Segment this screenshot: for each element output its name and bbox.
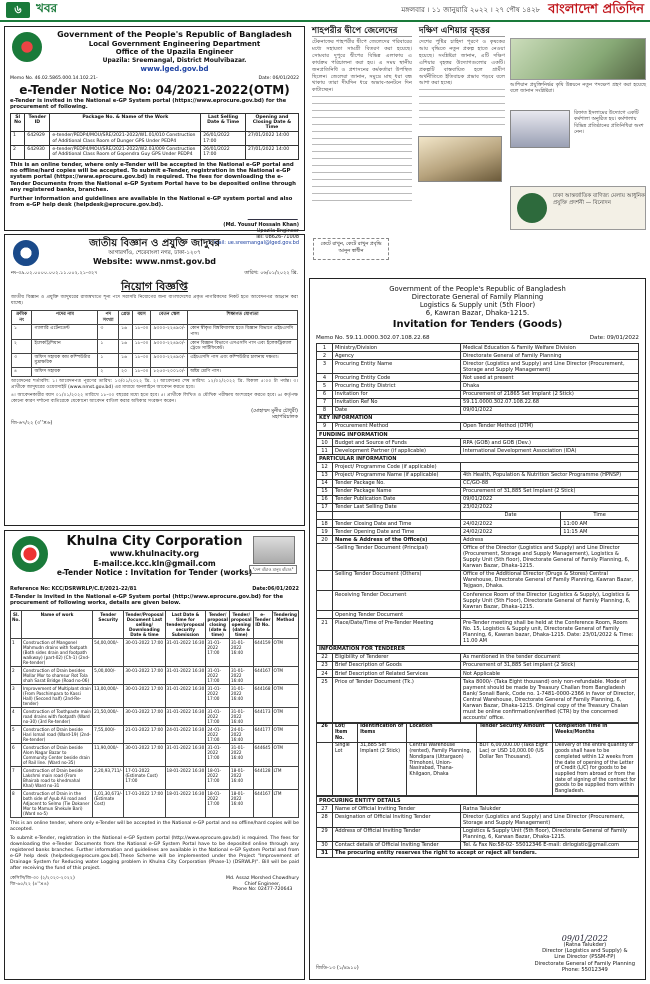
notice-dept-line: Directorate General of Family Planning bbox=[411, 293, 544, 301]
table-row: -Selling Tender Document (Principal) Office of the Director (Logistics and Supply) and Line Director (Procurement, Storage and Supply Management), Logistics & Supply Unit (5th floor), Directorate General of Family Planning, 6, Karwan Bazar, Dhaka-1215. bbox=[317, 544, 639, 570]
table-row: 17 Tender Last Selling Date 23/02/2022 bbox=[317, 503, 639, 511]
photo-caption: আশিয়ান প্রযুক্তিনির্ভর কৃষি উন্নয়নে নতুন পদক্ষেপ গ্রহণ করা হয়েছে বলে জানান সংশ্লিষ্টরা। bbox=[510, 82, 646, 95]
signature-block bbox=[534, 933, 635, 973]
signatory-name: (মোহাম্মদ মুনীর চৌধুরী) bbox=[251, 407, 298, 414]
table-row: 28 Designation of Official Inviting Tender Director (Logistics and Supply) and Line Director (Procurement, Storage and Supply Management) bbox=[317, 813, 639, 827]
section-name: খবর bbox=[36, 1, 58, 15]
table-row: 6 Construction of Drain beside Alom Nagar Bazar to Community Center beside drain of Rail line. (Ward no-35) 11,90,000/- 30-01-2022 17:00 31-01-2022 16:30 31-01-2022 17:00 31-01-2022 16:40 644645 OTM bbox=[11, 743, 299, 766]
news-photo bbox=[510, 110, 570, 148]
table-row: 14 Tender Package No. CC/GO-88 bbox=[317, 479, 639, 487]
ad-logo-icon bbox=[517, 193, 547, 223]
registration-paragraph: To submit e-Tender, registration in the National e-GP System portal (http://www.eprocure.gov.bd) is required. The fees for downloading the e-Tender Documents from the National e-GP System Portal have to be deposited online through any registered banks branches. Further information and guidelines are available in the National e-GP System Portal and from e-GP help desk (helpdesk@eprocure.gov.bd).These Scheme will be implemented under the Project "Improvement of Drainage System for Reducing water Logging problem in Khulna City Corporation (Phase-1) (DSRWLP)". Bill will be paid after receiving the fund of this project. bbox=[10, 835, 299, 871]
notice-title: নিয়োগ বিজ্ঞপ্তি bbox=[121, 280, 188, 293]
table-row: 20 Name & Address of the Office(s) Address bbox=[317, 536, 639, 544]
tender-info-table bbox=[316, 343, 639, 723]
table-row: Receiving Tender Document Conference Room of the Director (Logistics & Supply), Logistics & Supply Unit (5th Floor), Directorate General of Family Planning, 6, Kawran Bazar, Dhaka-1215. bbox=[317, 591, 639, 611]
online-tender-paragraph: This is an online tender, where only e-Tender will be accepted in the National e-GP portal and no offline/hard copies will be accepted. bbox=[10, 820, 299, 832]
table-header: Package No. & Name of the Work bbox=[50, 113, 201, 132]
table-row: 11 Development Partner (if applicable) International Development Association (IDA) bbox=[317, 447, 639, 455]
notice-website: www.khulnacity.org bbox=[109, 549, 200, 558]
dgfp-invitation-for-tenders bbox=[309, 278, 646, 980]
table-header: Tender ID bbox=[25, 113, 50, 132]
section-heading: INFORMATION FOR TENDERER bbox=[317, 645, 639, 653]
table-row: ২ ইলেকট্রিশিয়ান ১ ১৬ ১৮-৩০ ৯৩০০-২২৪৯০/- কোন বিজ্ঞান বিভাগে এসএসসি পাস এবং ইলেকট্রিক্যাল ট্রেডে সার্টিফিকেট। bbox=[12, 339, 298, 353]
signature-block bbox=[10, 876, 299, 893]
table-row: 3 Improvement of Multiplant drain (From Paschimpara to Kassi Hall) (Second half) (2nd-Re-tender) 13,00,000/- 30-01-2022 17:00 31-01-2022 16:30 31-01-2022 17:00 31-01-2022 16:40 644168 OTM bbox=[11, 684, 299, 707]
advertisement bbox=[510, 186, 646, 230]
signatory-phone: Phone: 55012349 bbox=[561, 966, 608, 973]
table-row: 25 Price of Tender Document (Tk.) Taka 8000/- (Taka Eight thousand) only non-refundable. Mode of payment should be made by Treasury Challan from Bangladesh Bank/ Sonali Bank, Code no. 1-7481-0000-2366 in favor of Director, Central Warehouse, Directorate General of Family Planning, 6, Karwan Bazar, Dhaka-1215. Original copy of the Treasury Chalan must be online confirmation/verified (CTR) by the concerned accounts' office. bbox=[317, 678, 639, 723]
section-heading: PARTICULAR INFORMATION bbox=[317, 455, 639, 463]
table-row: 3 Procuring Entity Name Director (Logistics and Supply) and Line Director (Procurement, Storage and Supply Management) bbox=[317, 360, 639, 374]
notice-website: www.lged.gov.bd bbox=[140, 65, 209, 73]
notice-gov-line: Government of the People's Republic of Bangladesh bbox=[389, 285, 566, 293]
table-row: 1 Ministry/Division Medical Education & Family Welfare Division bbox=[317, 344, 639, 352]
table-row: 23 Brief Description of Goods Procurement of 31,885 Set implant (2 Stick) bbox=[317, 661, 639, 669]
table-row: 31 The procuring entity reserves the right to accept or reject all tenders. bbox=[317, 849, 639, 857]
notice-org-name: জাতীয় বিজ্ঞান ও প্রযুক্তি জাদুঘর bbox=[89, 238, 220, 249]
page-header bbox=[0, 0, 650, 22]
memo-date: Date: 06/01/2022 bbox=[258, 76, 299, 81]
signatory-title: Director (Logistics and Supply) & bbox=[542, 948, 628, 955]
page-number-badge: ৬ bbox=[6, 2, 30, 18]
ad-code: কেসিসি/জি-৩০ (২/২০২০-২০২২) bbox=[10, 875, 75, 881]
section-heading: FUNDING INFORMATION bbox=[317, 431, 639, 439]
conditions-paragraph: ৪। আবেদনকারীর বয়স ০১/০১/২০২২ তারিখে ১৮-৩০ বছরের মধ্যে হতে হবে। ৫। প্রার্থীকে লিখিত ও মৌখিক পরীক্ষায় অংশগ্রহণ করতে হবে। ৬। কর্তৃপক্ষ কোনো কারণ দর্শানো ব্যতিরেকে যেকোনো আবেদন বাতিল করার অধিকার সংরক্ষণ করেন। bbox=[11, 392, 298, 404]
section-heading: PROCURING ENTITY DETAILS bbox=[317, 797, 639, 805]
memo-date: Date: 09/01/2022 bbox=[589, 335, 639, 341]
signatory-title: মহাপরিচালক bbox=[272, 413, 298, 420]
notice-dept-line: Local Government Engineering Department bbox=[88, 39, 261, 48]
notice-intro: জাতীয় বিজ্ঞান ও প্রযুক্তি জাদুঘরের রাজস্বখাতে শূন্য পদে সরাসরি নিয়োগের জন্য বাংলাদেশের প্রকৃত নাগরিকদের নিকট হতে আবেদনপত্র আহ্বান করা যাচ্ছে। bbox=[11, 295, 298, 307]
news-headline: দক্ষিণ এশিয়ার বৃহত্তর bbox=[419, 26, 505, 37]
table-row: 21 Place/Date/Time of Pre-Tender Meeting Pre-Tender meeting shall be held at the Conference Room, Room No. 15, Logistics & Supply unit, Directorate General of Family Planning, 6, Kawran bazar, Dhaka-1215. Date: 23/01/2022 & Time: 11.00 AM bbox=[317, 619, 639, 645]
table-header: Opening and Closing Date & Time bbox=[245, 113, 298, 132]
news-body: দেশের পুষ্টির চাহিদা পূরণে ও কৃষকের আয় বৃদ্ধিতে নতুন প্রকল্প হাতে নেওয়া হয়েছে। সংশ্লিষ্টরা জানান, এটি দক্ষিণ এশিয়ার বৃহত্তর উদ্যোগগুলোর একটি। প্রকল্পটি বাস্তবায়িত হলে গ্রামীণ অর্থনীতিতে ইতিবাচক প্রভাব পড়বে বলে আশা করা হচ্ছে। bbox=[419, 39, 505, 87]
news-photo bbox=[510, 38, 646, 80]
city-corporation-seal-icon bbox=[12, 536, 48, 572]
table-row: 4 Procuring Entity Code Not used at present bbox=[317, 374, 639, 382]
news-body: টেকনাফের শাহপরীর দ্বীপে জেলেদের পরিবারের মধ্যে সহায়তা সামগ্রী বিতরণ করা হয়েছে। সোমবার দুপুরে দ্বীপের বিভিন্ন এলাকায় এ কার্যক্রম পরিচালনা করা হয়। এ সময় স্থানীয় জনপ্রতিনিধি ও প্রশাসনের কর্মকর্তারা উপস্থিত ছিলেন। জেলেরা জানান, সমুদ্রে মাছ ধরা বন্ধ থাকায় তারা দীর্ঘদিন ধরে অভাব-অনটনে দিন কাটাচ্ছেন। bbox=[312, 39, 412, 94]
signatory-title: Upazila Engineer bbox=[256, 227, 299, 234]
table-header: Last Selling Date & Time bbox=[201, 113, 246, 132]
reference-date: তারিখ: ০৬/০১/২০২২ খ্রি. bbox=[244, 270, 298, 276]
table-row: 2 642930 e-tender/PEDP4/MOU/SRE/2021-2022/W2.03/009 Construction of Additional Class Room of Gopendra Guy GPS Under PEDP4 26/01/2022 17:00 27/01/2022 14:00 bbox=[11, 146, 299, 160]
kcc-tender-notice bbox=[4, 530, 305, 980]
nmst-recruitment-notice bbox=[4, 234, 305, 526]
date-line: মঙ্গলবার । ১১ জানুয়ারি ২০২২ । ২৭ পৌষ ১৪২৮ bbox=[401, 6, 541, 14]
lot-table: 26 Lot/ Item No. Identification of Items Location Tender Security Amount Completion Time in Weeks/Months Single Lot 31,885 Set Implant (2 Stick) Central Warehouse (rented), Family Planning, Nondipara (Uttargaon) Trimohoni, Union-Nasirabad, Thana-Khilgaon, Dhaka BDT 6,00,000.00 (Taka Eight Lac) or USD 10,000.00 (US Dollar Ten Thousand). Delivery of the entire quantity of goods shall have to be completed within 12 weeks from the date of opening of the Letter of Credit (L/C) for goods to be supplied from abroad or from the date of signing of the contract for goods to be supplied from within Bangladesh. bbox=[316, 723, 639, 796]
notice-address: আগারগাঁও, শেরেবাংলা নগর, ঢাকা-১২০৭ bbox=[108, 250, 201, 256]
signatory-name: (Ratna Talukder) bbox=[563, 941, 607, 948]
table-row: 1 Construction of Mangonel Mahmudn drains with footpath (Both sides drain and footpath walkway) (part-02) (Ch-1) (2nd-Re-tender) 54,00,000/- 30-01-2022 17:00 31-01-2022 16:30 31-01-2022 17:00 31-01-2022 16:40 644159 OTM bbox=[11, 638, 299, 666]
table-row: 13 Project/ Programme Name (if applicable) 4th Health, Population & Nutrition Sector Programme (HPNSP) bbox=[317, 471, 639, 479]
table-row: ৪ অফিস সহায়ক ২ ২০ ১৮-৩০ ৮২৫০-২০০১০/- অষ্টম শ্রেণি পাস। bbox=[12, 367, 298, 376]
ad-code: জি-৬৭/২২ (৩''×৬) bbox=[11, 419, 53, 426]
signatory-phone: Phone No: 02477-720643 bbox=[232, 887, 293, 893]
table-row: 30 Contact details of Official Inviting Tender Tel. & Fax No:58-02- 55012346 E-mail: dirlogistic@gmail.com bbox=[317, 841, 639, 849]
notice-title: e-Tender Notice No: 04/2021-2022(OTM) bbox=[19, 83, 290, 97]
government-seal-icon bbox=[12, 32, 42, 62]
news-text-lines bbox=[419, 89, 505, 124]
notice-website: Website: www.nmst.gov.bd bbox=[92, 257, 217, 266]
table-row: 12 Project/ Programme Code (if applicable) bbox=[317, 463, 639, 471]
table-row: 10 Budget and Source of Funds RPA (GOB) and GOB (Dev.) bbox=[317, 439, 639, 447]
signatory-phone: Tel: 08626-71008 bbox=[255, 233, 299, 240]
table-row: 22 Eligibility of Tenderer As mentioned in the tender document bbox=[317, 653, 639, 661]
cutout-note: কেটে রাখুন, কেটে রাখুন প্রবৃদ্ধি আনুন স্বাধীন bbox=[313, 238, 389, 260]
notice-title: Invitation for Tenders (Goods) bbox=[392, 319, 563, 330]
table-row: 1 642929 e-tender/PEDP4/MOU/SRE/2021-2022/W1.01/010 Construction of Additional Class Room of Dunger GPS Under PEDP4 26/01/2022 17:00 27/01/2022 14:00 bbox=[11, 132, 299, 146]
further-info-paragraph: Further information and guidelines are available in the National e-GP system portal and also from e-GP help desk (helpdesk@eprocure.gov.bd). bbox=[10, 195, 293, 209]
table-row: 9 Procurement Method Open Tender Method (OTM) bbox=[317, 422, 639, 430]
table-row: 4 Construction of Toothpaste main road drains with footpath (Ward no-30) (3rd Re-tender) 21,50,000/- 30-01-2022 17:00 31-01-2022 16:30 31-01-2022 17:00 31-01-2022 16:40 644173 OTM bbox=[11, 707, 299, 725]
signatory-title: Chief Engineer, bbox=[244, 881, 281, 887]
news-text-lines bbox=[312, 96, 412, 200]
table-row: 5 Construction of Drain beside Hari Ismail road (Ward-19) (2nd-Re-tender) 7,55,000/- 21-01-2022 17:00 24-01-2022 16:30 24-01-2022 17:00 24-01-2022 16:40 644177 OTM bbox=[11, 725, 299, 743]
table-row: 6 Invitation for Procurement of 21865 Set Implant (2 Stick) bbox=[317, 390, 639, 398]
table-row: 5 Procuring Entity District Dhaka bbox=[317, 382, 639, 390]
ad-code: জিডি-১৩ (১/৪৯১০) bbox=[316, 965, 359, 971]
table-row: ৩ অফিস সহায়ক কাম কম্পিউটার মুদ্রাক্ষরিক ১ ১৬ ১৮-৩০ ৯৩০০-২২৪৯০/- এইচএসসি পাস এবং কম্পিউটার চালনায় দক্ষতা। bbox=[12, 353, 298, 367]
signatory-org: Directorate General of Family Planning bbox=[534, 960, 635, 967]
table-header: Sl No bbox=[11, 113, 25, 132]
table-row: Selling Tender Document (Others) Office of the Additional Director (Drugs & Stores) Central Warehouse, Directorate General of Family Planning, Kawran Bazar, Tejgaon, Dhaka. bbox=[317, 570, 639, 590]
notice-intro: e-Tender is invited in the National e-GP System portal (https://www.eprocure.gov.bd) for the procurement of following. bbox=[10, 98, 287, 111]
table-row: 24 Brief Description of Related Services Not Applicable bbox=[317, 670, 639, 678]
signatory-name: (Md. Yousuf Hossain Khan) bbox=[223, 221, 299, 228]
table-row: Opening Tender Document bbox=[317, 611, 639, 619]
entity-table bbox=[316, 796, 639, 858]
museum-seal-icon bbox=[13, 240, 39, 266]
portrait-photo bbox=[253, 536, 295, 564]
table-row: 29 Address of Official Inviting Tender Logistics & Supply Unit (5th floor), Directorate General of Family Planning, 6, Karwan Bazar, Dhaka-1215. bbox=[317, 827, 639, 841]
news-column-1 bbox=[310, 26, 414, 231]
notice-address: 6, Kawran Bazar, Dhaka-1215. bbox=[425, 309, 530, 317]
notice-title: e-Tender Notice : Invitation for Tender (works) bbox=[56, 567, 253, 577]
signature-date: 09/01/2022 bbox=[561, 933, 608, 943]
portrait-caption: "দেশ বাঁচাও মানুষ বাঁচাও" bbox=[249, 565, 297, 574]
table-row: 15 Tender Package Name Procurement of 31,885 Set Implant (2 Stick) bbox=[317, 487, 639, 495]
ad-text: ঢাকা আন্তর্জাতিক বাণিজ্য মেলায় আধুনিক প্রযুক্তি প্রদর্শনী — বিনোদন bbox=[553, 193, 645, 206]
notice-org-name: Khulna City Corporation bbox=[66, 534, 243, 549]
notice-intro: E-Tender is invited in the National e-GP System portal (http://www.eprocure.gov.bd) for the procurement of following works, details are given below. bbox=[10, 594, 284, 607]
table-row: 19 Tender Opening Date and Time 24/02/2022 11:15 AM bbox=[317, 528, 639, 536]
memo-number: Memo No. 46.02.5865.000.14.102.21- bbox=[10, 76, 98, 81]
table-row: Date Time bbox=[317, 511, 639, 519]
news-column-2 bbox=[417, 26, 507, 231]
notice-location-line: Upazila: Sreemangal, District Moulvibazar. bbox=[102, 56, 247, 64]
table-row: 27 Name of Official Inviting Tender Ratna Talukder bbox=[317, 805, 639, 813]
vacancy-table: ক্রমিক নং পদের নাম পদ সংখ্যা গ্রেড বয়স বেতন স্কেল শিক্ষাগত যোগ্যতা ১ গ্যালারি এটেনডেন্ট ৩ ১৬ ১৮-৩০ ৯৩০০-২২৪৯০/- কোন স্বীকৃত বিশ্ববিদ্যালয় হতে বিজ্ঞান বিভাগে এইচএসসি পাস। ২ ইলেকট্রিশিয়ান ১ ১৬ ১৮-৩০ ৯৩০০-২২৪৯০/- কোন বিজ্ঞান বিভাগে এসএসসি পাস এবং ইলেকট্রিক্যাল ট্রেডে সার্টিফিকেট। ৩ অফিস সহায়ক কাম কম্পিউটার মুদ্রাক্ষরিক ১ ১৬ ১৮-৩০ ৯৩০০-২২৪৯০/- এইচএসসি পাস এবং কম্পিউটার চালনায় দক্ষতা। ৪ অফিস সহায়ক ২ ২০ ১৮-৩০ ৮২৫০-২০০১০/- অষ্টম শ্রেণি পাস। bbox=[11, 310, 298, 376]
works-table: Sl. No. Name of work Tender Security Tender/Proposal Document Last selling/ Downloading Date & time Last Date & time for tender/proposal security Submission Tender/ proposal closing (date & time) Tender/ proposal opening (date & time) e-Tender ID No. Tendering Method 1 Construction of Mangonel Mahmudn drains with footpath (Both sides drain and footpath walkway) (part-02) (Ch-1) (2nd-Re-tender) 54,00,000/- 30-01-2022 17:00 31-01-2022 16:30 31-01-2022 17:00 31-01-2022 16:40 644159 OTM 2 Construction of Drain besides Mollar Mor to shamsur Rot Tola shah Sarat Bridge (Road no-06) 5,00,000/- 30-01-2022 17:00 31-01-2022 16:30 31-01-2022 17:00 31-01-2022 16:40 644167 OTM 3 Improvement of Multiplant drain (From Paschimpara to Kassi Hall) (Second half) (2nd-Re-tender) 13,00,000/- 30-01-2022 17:00 31-01-2022 16:30 31-01-2022 17:00 31-01-2022 16:40 644168 OTM 4 Construction of Toothpaste main road drains with footpath (Ward no-30) (3rd Re-tender) 21,50,000/- 30-01-2022 17:00 31-01-2022 16:30 31-01-2022 17:00 31-01-2022 16:40 644173 OTM 5 Construction of Drain beside Hari Ismail road (Ward-19) (2nd-Re-tender) 7,55,000/- 21-01-2022 17:00 24-01-2022 16:30 24-01-2022 17:00 24-01-2022 16:40 644177 OTM 6 Construction of Drain beside Alom Nagar Bazar to Community Center beside drain of Rail line. (Ward no-35) 11,90,000/- 30-01-2022 17:00 31-01-2022 16:30 31-01-2022 17:00 31-01-2022 16:40 644645 OTM 7 Construction of Drain beside Lakshmi main road (From Bhairab road to khedmahal Khal) Ward no-31 2,20,93,711/- 17-01-2022 (Estimate Cost) 17:00 18-01-2022 16:30 18-01-2022 17:00 18-01-2022 16:40 644128 LTM 8 Construction of Drain in the both side of Ayub Ali road and Adjacent to Selmo (Tie Dokaner Mor to Mamun Shekule Bari) (Ward no-5) 1,01,30,673/- (Estimate Cost) 17-01-2022 17:00 18-01-2022 16:30 18-01-2022 17:00 18-01-2022 16:40 644167 LTM bbox=[12, 611, 297, 816]
section-heading: KEY INFORMATION bbox=[317, 414, 639, 422]
reference-number: নং-৩৯.০২.০০০০.০০২.১১.০০২.২১-৩২৭ bbox=[11, 270, 98, 276]
notice-unit-line: Logistics & Supply unit (5th Floor) bbox=[419, 301, 536, 309]
news-headline: শাহপরীর দ্বীপে জেলেদের bbox=[312, 26, 412, 37]
table-row: 8 Date 09/01/2022 bbox=[317, 406, 639, 414]
signatory-email: E-mail: ue.sreemangal@lged.gov.bd bbox=[208, 239, 299, 246]
table-row: Single Lot 31,885 Set Implant (2 Stick) Central Warehouse (rented), Family Planning, Nondipara (Uttargaon) Trimohoni, Union-Nasirabad, Thana-Khilgaon, Dhaka BDT 6,00,000.00 (Taka Eight Lac) or USD 10,000.00 (US Dollar Ten Thousand). Delivery of the entire quantity of goods shall have to be completed within 12 weeks from the date of opening of the Letter of Credit (L/C) for goods to be supplied from abroad or from the date of signing of the contract for goods to be supplied from within Bangladesh. bbox=[317, 742, 639, 795]
notice-email: E-mail:ce.kcc.kln@gmail.com bbox=[93, 558, 216, 568]
table-row: 16 Tender Publication Date 09/01/2022 bbox=[317, 495, 639, 503]
table-row: 2 Agency Directorate General of Family Planning bbox=[317, 352, 639, 360]
table-row: 8 Construction of Drain in the both side of Ayub Ali road and Adjacent to Selmo (Tie Dokaner Mor to Mamun Shekule Bari) (Ward no-5) 1,01,30,673/- (Estimate Cost) 17-01-2022 17:00 18-01-2022 16:30 18-01-2022 17:00 18-01-2022 16:40 644167 LTM bbox=[11, 789, 299, 817]
table-row: ১ গ্যালারি এটেনডেন্ট ৩ ১৬ ১৮-৩০ ৯৩০০-২২৪৯০/- কোন স্বীকৃত বিশ্ববিদ্যালয় হতে বিজ্ঞান বিভাগে এইচএসসি পাস। bbox=[12, 325, 298, 339]
ad-code: জি-৬৫/২২ (৪''×৪) bbox=[10, 881, 49, 887]
signatory-title: Line Director (PSSM-FP) bbox=[554, 954, 616, 961]
signatory-name: Md. Assaz Morshed Chowdhury bbox=[225, 875, 299, 881]
conditions-paragraph: আবেদনের শর্তাবলি: ১। আবেদনপত্র পূরণের তারিখ: ১৩/০১/২০২২ খ্রি. ২। আবেদনের শেষ তারিখ: ১২/০২/২০২২ খ্রি. বিকাল ৫:০০ টা পর্যন্ত। ৩। প্রার্থীকে জাদুঘরের ওয়েবসাইট (www.nmst.gov.bd) এর মাধ্যমে অনলাইনে আবেদন করতে হবে। bbox=[11, 378, 298, 390]
signature-block bbox=[11, 408, 298, 420]
table-row: 7 Invitation Ref No 59.11.0000.302.07.108.22.68 bbox=[317, 398, 639, 406]
photo-caption: রিফাত ইসলামের উদ্যোগে একটি কর্মশালা অনুষ্ঠিত হয়। কর্মশালায় বিভিন্ন প্রতিষ্ঠানের প্রতিনিধিরা অংশ নেন। bbox=[574, 110, 644, 136]
news-photo bbox=[418, 136, 502, 182]
table-row: 2 Construction of Drain besides Mollar Mor to shamsur Rot Tola shah Sarat Bridge (Road no-06) 5,00,000/- 30-01-2022 17:00 31-01-2022 16:30 31-01-2022 17:00 31-01-2022 16:40 644167 OTM bbox=[11, 666, 299, 684]
newspaper-logo: বাংলাদেশ প্রতিদিন bbox=[548, 1, 644, 17]
tender-table bbox=[10, 113, 299, 160]
notice-office-line: Office of the Upazila Engineer bbox=[115, 48, 234, 56]
table-row: 7 Construction of Drain beside Lakshmi main road (From Bhairab road to khedmahal Khal) Ward no-31 2,20,93,711/- 17-01-2022 (Estimate Cost) 17:00 18-01-2022 16:30 18-01-2022 17:00 18-01-2022 16:40 644128 LTM bbox=[11, 766, 299, 789]
signature-scribble bbox=[248, 212, 301, 220]
reference-date: Date:06/01/2022 bbox=[252, 586, 299, 592]
notice-gov-line: Government of the People's Republic of Bangladesh bbox=[57, 30, 292, 39]
memo-number: Memo No. 59.11.0000.302.07.108.22.68 bbox=[316, 335, 430, 341]
online-tender-paragraph: This is an online tender, where only e-Tender will be accepted in the National e-GP portal and no offline/hard copies will be accepted. To submit e-Tender, registration in the National e-GP system portal (https://www.eprocure.gov.bd) is required. The fees for downloading the e-Tender Documents from the National e-GP System Portal have to be deposited online through any registered banks, branches. bbox=[10, 161, 296, 194]
table-row: 18 Tender Closing Date and Time 24/02/2022 11:00 AM bbox=[317, 520, 639, 528]
reference-number: Reference No: KCC/DSRWRLP/C.E/2021-22/81 bbox=[10, 586, 137, 592]
